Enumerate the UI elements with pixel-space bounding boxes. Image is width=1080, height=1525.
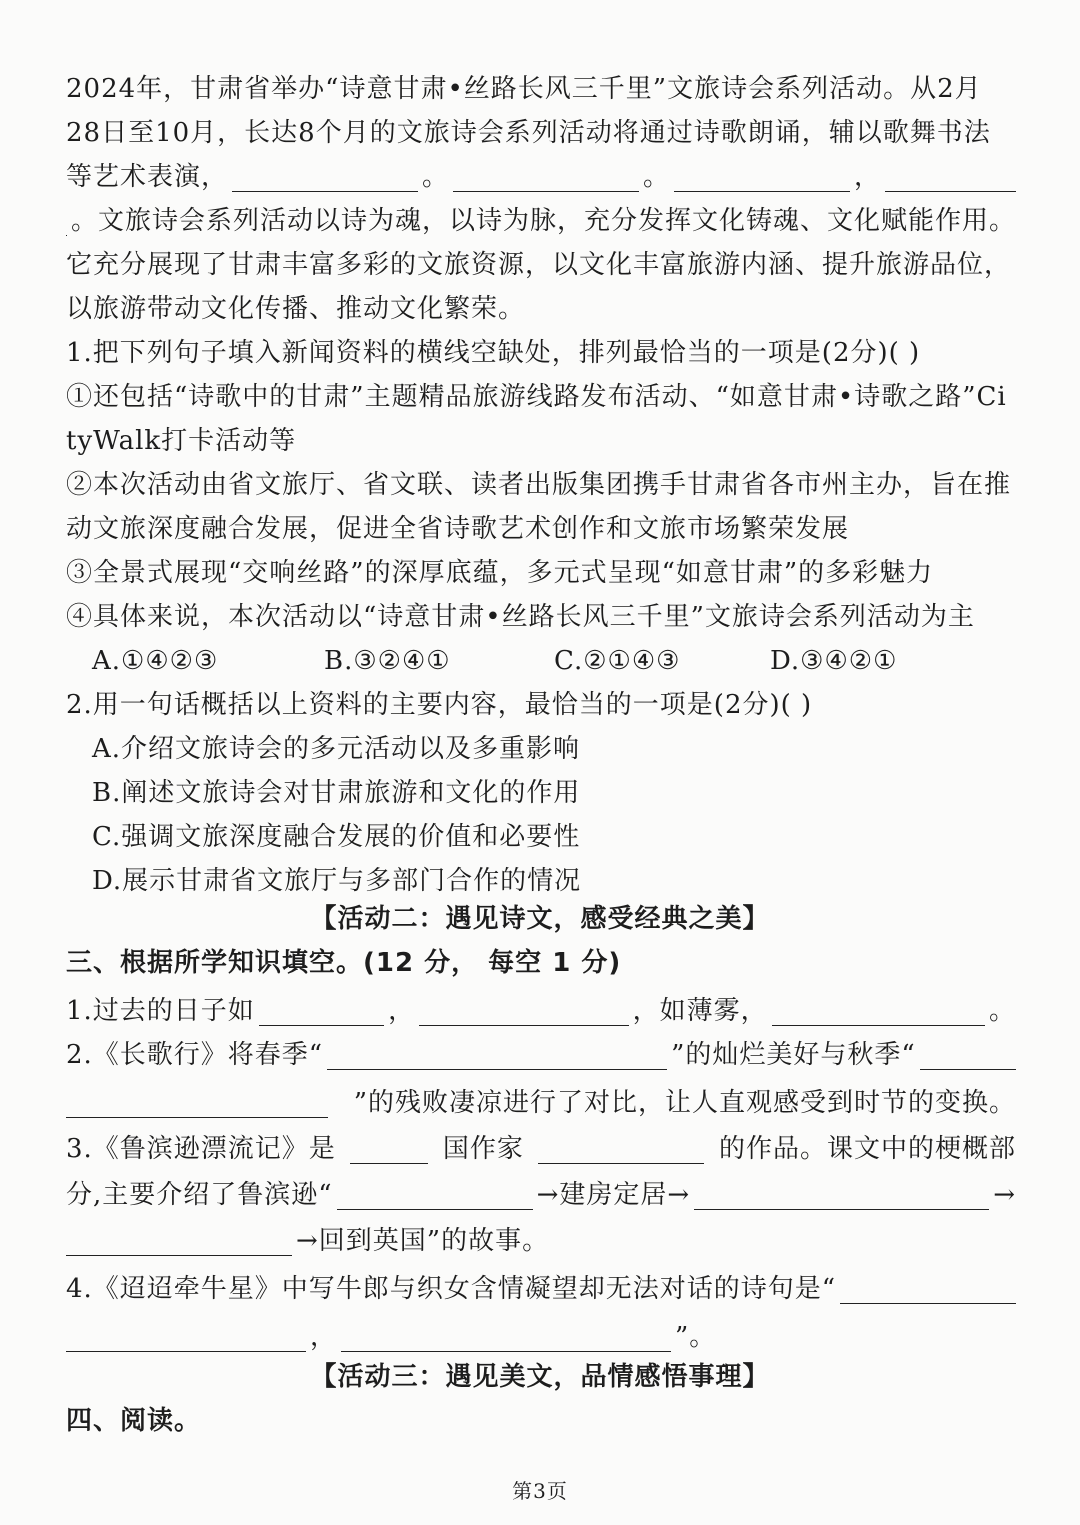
question-text: ，如薄雾， — [632, 996, 768, 1026]
paragraph-line-3 — [66, 162, 1016, 192]
question-text: →回到英国”的故事。 — [296, 1226, 550, 1256]
answer-blank[interactable] — [232, 165, 418, 192]
fill-question-1 — [66, 996, 1016, 1026]
question-1-stem: 1.把下列句子填入新闻资料的横线空缺处，排列最恰当的一项是(2分)( ) — [66, 338, 921, 368]
fill-question-4-line-2 — [66, 1322, 1016, 1352]
answer-blank[interactable] — [674, 165, 850, 192]
sentence-1-line-2: tyWalk打卡活动等 — [66, 426, 297, 456]
punctuation: 。 — [643, 162, 671, 192]
option-c[interactable]: C.②①④③ — [554, 646, 681, 676]
activity-3-heading: 【活动三：遇见美文，品情感悟事理】 — [310, 1362, 770, 1392]
section-3-title: 三、根据所学知识填空。(12 分， 每空 1 分) — [66, 948, 622, 978]
question-2-stem: 2.用一句话概括以上资料的主要内容，最恰当的一项是(2分)( ) — [66, 690, 813, 720]
question-text: 国作家 — [442, 1134, 524, 1164]
answer-blank[interactable] — [538, 1137, 704, 1164]
fill-question-3-line-1 — [66, 1134, 1016, 1164]
answer-blank[interactable] — [885, 165, 1016, 192]
question-text: 的作品。课文中的梗概部 — [718, 1134, 1016, 1164]
paragraph-text: 等艺术表演， — [66, 162, 229, 192]
answer-blank[interactable] — [350, 1137, 428, 1164]
option-b[interactable]: B.阐述文旅诗会对甘肃旅游和文化的作用 — [92, 778, 581, 808]
option-b[interactable]: B.③②④① — [324, 646, 451, 676]
answer-blank[interactable] — [66, 1325, 306, 1352]
question-text: ”的残败凄凉进行了对比，让人直观感受到时节的变换。 — [353, 1088, 1016, 1118]
fill-question-3-line-3 — [66, 1226, 1016, 1256]
section-4-title: 四、阅读。 — [66, 1406, 202, 1436]
activity-2-heading: 【活动二：遇见诗文，感受经典之美】 — [310, 904, 770, 934]
paragraph-text: 。文旅诗会系列活动以诗为魂，以诗为脉，充分发挥文化铸魂、文化赋能作用。 — [70, 206, 1016, 236]
question-text: 2.《长歌行》将春季“ — [66, 1040, 324, 1070]
punctuation: ”。 — [675, 1322, 717, 1352]
answer-blank[interactable] — [341, 1325, 671, 1352]
paragraph-line-2: 28日至10月，长达8个月的文旅诗会系列活动将通过诗歌朗诵，辅以歌舞书法 — [66, 118, 991, 148]
answer-blank[interactable] — [840, 1277, 1016, 1304]
question-text: 分,主要介绍了鲁滨逊“ — [66, 1180, 333, 1210]
answer-blank[interactable] — [66, 1229, 292, 1256]
question-text: 3.《鲁滨逊漂流记》是 — [66, 1134, 336, 1164]
punctuation: 。 — [989, 996, 1017, 1026]
option-d[interactable]: D.展示甘肃省文旅厅与多部门合作的情况 — [92, 866, 582, 896]
answer-blank[interactable] — [337, 1183, 533, 1210]
punctuation: ， — [388, 996, 416, 1026]
punctuation: 。 — [422, 162, 450, 192]
sentence-4: ④具体来说，本次活动以“诗意甘肃•丝路长风三千里”文旅诗会系列活动为主 — [66, 602, 975, 632]
question-text: 4.《迢迢牵牛星》中写牛郎与织女含情凝望却无法对话的诗句是“ — [66, 1274, 837, 1304]
answer-blank[interactable] — [66, 209, 67, 236]
paragraph-line-4 — [66, 206, 1016, 236]
paragraph-line-1: 2024年，甘肃省举办“诗意甘肃•丝路长风三千里”文旅诗会系列活动。从2月 — [66, 74, 982, 104]
sentence-1-line-1: ①还包括“诗歌中的甘肃”主题精品旅游线路发布活动、“如意甘肃•诗歌之路”Ci — [66, 382, 1007, 412]
option-d[interactable]: D.③④②① — [770, 646, 898, 676]
question-text: →建房定居→ — [536, 1180, 691, 1210]
arrow-text: → — [993, 1180, 1016, 1210]
option-a[interactable]: A.①④②③ — [92, 646, 219, 676]
answer-blank[interactable] — [772, 999, 985, 1026]
page-number: 第3页 — [512, 1479, 568, 1503]
option-a[interactable]: A.介绍文旅诗会的多元活动以及多重影响 — [92, 734, 581, 764]
punctuation: ， — [854, 162, 882, 192]
question-text: 1.过去的日子如 — [66, 996, 255, 1026]
answer-blank[interactable] — [66, 1091, 328, 1118]
paragraph-line-5: 它充分展现了甘肃丰富多彩的文旅资源，以文化丰富旅游内涵、提升旅游品位， — [66, 250, 1012, 280]
answer-blank[interactable] — [694, 1183, 989, 1210]
question-text: ”的灿烂美好与秋季“ — [671, 1040, 916, 1070]
answer-blank[interactable] — [453, 165, 639, 192]
punctuation: ， — [310, 1322, 338, 1352]
paragraph-line-6: 以旅游带动文化传播、推动文化繁荣。 — [66, 294, 526, 324]
answer-blank[interactable] — [259, 999, 384, 1026]
sentence-3: ③全景式展现“交响丝路”的深厚底蕴，多元式呈现“如意甘肃”的多彩魅力 — [66, 558, 934, 588]
sentence-2-line-2: 动文旅深度融合发展，促进全省诗歌艺术创作和文旅市场繁荣发展 — [66, 514, 850, 544]
fill-question-3-line-2 — [66, 1180, 1016, 1210]
fill-question-2-line-2 — [66, 1088, 1016, 1118]
fill-question-4-line-1 — [66, 1274, 1016, 1304]
answer-blank[interactable] — [920, 1043, 1016, 1070]
fill-question-2-line-1 — [66, 1040, 1016, 1070]
option-c[interactable]: C.强调文旅深度融合发展的价值和必要性 — [92, 822, 581, 852]
answer-blank[interactable] — [419, 999, 628, 1026]
answer-blank[interactable] — [327, 1043, 667, 1070]
sentence-2-line-1: ②本次活动由省文旅厅、省文联、读者出版集团携手甘肃省各市州主办，旨在推 — [66, 470, 1012, 500]
question-1-options — [92, 646, 1016, 676]
